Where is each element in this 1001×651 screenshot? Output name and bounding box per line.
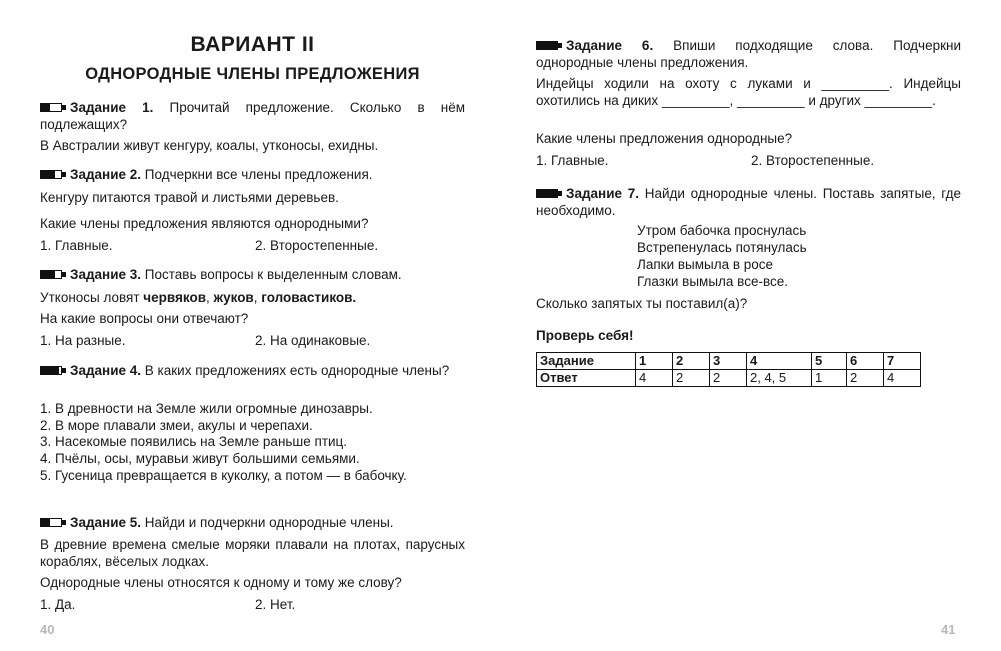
page-number-right: 41: [941, 622, 956, 637]
poem-line: Утром бабочка проснулась: [637, 223, 807, 238]
table-cell: 2, 4, 5: [747, 370, 812, 387]
task5-label: Задание 5.: [70, 515, 142, 530]
highlighted-word: головастиков.: [261, 290, 357, 305]
comma: ,: [253, 290, 262, 305]
table-cell: 2: [847, 370, 884, 387]
task4-instruction: [40, 362, 465, 379]
table-cell: 4: [747, 353, 812, 370]
task4-item: 5. Гусеница превращается в куколку, а потом — в бабочку.: [40, 468, 407, 483]
task3-sentence: [40, 289, 465, 306]
table-cell: 4: [636, 370, 673, 387]
poem-line: Встрепенулась потянулась: [637, 240, 807, 255]
task2-label: Задание 2.: [70, 167, 142, 182]
task1-label: Задание 1.: [70, 100, 154, 115]
task4-text: В каких предложениях есть однородные члены?: [144, 363, 450, 378]
task2-option-2: 2. Второстепенные.: [255, 238, 379, 253]
task5-text: Найди и подчеркни однородные члены.: [144, 515, 394, 530]
task3-sentence-start: Утконосы ловят: [40, 290, 144, 305]
task6-question: Какие члены предложения однородные?: [536, 131, 793, 146]
battery-icon: [40, 270, 66, 279]
task6-options: [536, 152, 961, 169]
task7-question: Сколько запятых ты поставил(а)?: [536, 296, 748, 311]
table-cell: 3: [710, 353, 747, 370]
task6-option-2: 2. Второстепенные.: [751, 153, 875, 168]
battery-icon: [40, 170, 66, 179]
task1-sentence: В Австралии живут кенгуру, коалы, утконосы, ехидны.: [40, 138, 379, 153]
task2-instruction: [40, 166, 465, 183]
right-page: [500, 0, 1001, 651]
task4-item: 1. В древности на Земле жили огромные динозавры.: [40, 401, 373, 416]
left-page: [0, 0, 500, 651]
page-number-left: 40: [40, 622, 55, 637]
task3-options: [40, 332, 465, 349]
table-cell: 1: [636, 353, 673, 370]
table-cell: 2: [673, 353, 710, 370]
task5-option-2: 2. Нет.: [255, 597, 296, 612]
answer-table: [536, 352, 921, 387]
table-cell: 5: [812, 353, 847, 370]
table-cell: Задание: [537, 353, 636, 370]
check-title: Проверь себя!: [536, 328, 634, 343]
highlighted-word: жуков: [213, 290, 254, 305]
poem-line: Глазки вымыла все-все.: [637, 274, 788, 289]
table-cell: 2: [710, 370, 747, 387]
task6-label: Задание 6.: [566, 38, 654, 53]
table-row: [537, 370, 921, 387]
task5-sentence: В древние времена смелые моряки плавали на плотах, парусных кораблях, вёселых лодках.: [40, 537, 465, 569]
battery-icon: [536, 41, 562, 50]
table-header-row: [537, 353, 921, 370]
task5-options: [40, 596, 465, 613]
task2-options: [40, 237, 465, 254]
task7-instruction: [536, 185, 961, 219]
task2-sentence: Кенгуру питаются травой и листьями деревьев.: [40, 190, 339, 205]
table-cell: 1: [812, 370, 847, 387]
task3-option-2: 2. На одинаковые.: [255, 333, 371, 348]
task3-label: Задание 3.: [70, 267, 142, 282]
task1-instruction: [40, 99, 465, 133]
task3-option-1: 1. На разные.: [40, 333, 126, 348]
task3-instruction: [40, 266, 465, 283]
task7-text: Найди однородные члены. Поставь запятые, где необходимо.: [536, 186, 961, 218]
task6-sentence: Индейцы ходили на охоту с луками и _________. Индейцы охотились на диких _________, _________ и других _________.: [536, 76, 961, 108]
task2-text: Подчеркни все члены предложения.: [144, 167, 373, 182]
variant-title: ВАРИАНТ II: [190, 33, 315, 56]
table-cell: Ответ: [537, 370, 636, 387]
highlighted-word: червяков: [143, 290, 207, 305]
task5-question: Однородные члены относятся к одному и тому же слову?: [40, 575, 402, 590]
task4-item: 4. Пчёлы, осы, муравьи живут большими семьями.: [40, 451, 360, 466]
battery-icon: [40, 518, 66, 527]
battery-icon: [40, 103, 66, 112]
battery-icon: [536, 189, 562, 198]
task6-option-1: 1. Главные.: [536, 153, 609, 168]
table-cell: 6: [847, 353, 884, 370]
task7-label: Задание 7.: [566, 186, 639, 201]
task5-option-1: 1. Да.: [40, 597, 76, 612]
task4-label: Задание 4.: [70, 363, 142, 378]
comma: ,: [206, 290, 214, 305]
task4-item: 2. В море плавали змеи, акулы и черепахи.: [40, 418, 313, 433]
table-cell: 7: [884, 353, 921, 370]
task6-text: Впиши подходящие слова. Подчеркни однородные члены предложения.: [536, 38, 962, 70]
battery-icon: [40, 366, 66, 375]
task1-text: Прочитай предложение. Сколько в нём подлежащих?: [40, 100, 465, 132]
task3-text: Поставь вопросы к выделенным словам.: [144, 267, 402, 282]
task4-item: 3. Насекомые появились на Земле раньше птиц.: [40, 434, 348, 449]
table-cell: 2: [673, 370, 710, 387]
task3-question: На какие вопросы они отвечают?: [40, 311, 249, 326]
poem-line: Лапки вымыла в росе: [637, 257, 774, 272]
task2-question: Какие члены предложения являются однородными?: [40, 216, 369, 231]
task2-option-1: 1. Главные.: [40, 238, 113, 253]
topic-title: ОДНОРОДНЫЕ ЧЛЕНЫ ПРЕДЛОЖЕНИЯ: [85, 65, 420, 83]
task6-instruction: [536, 37, 961, 71]
task5-instruction: [40, 514, 465, 531]
table-cell: 4: [884, 370, 921, 387]
